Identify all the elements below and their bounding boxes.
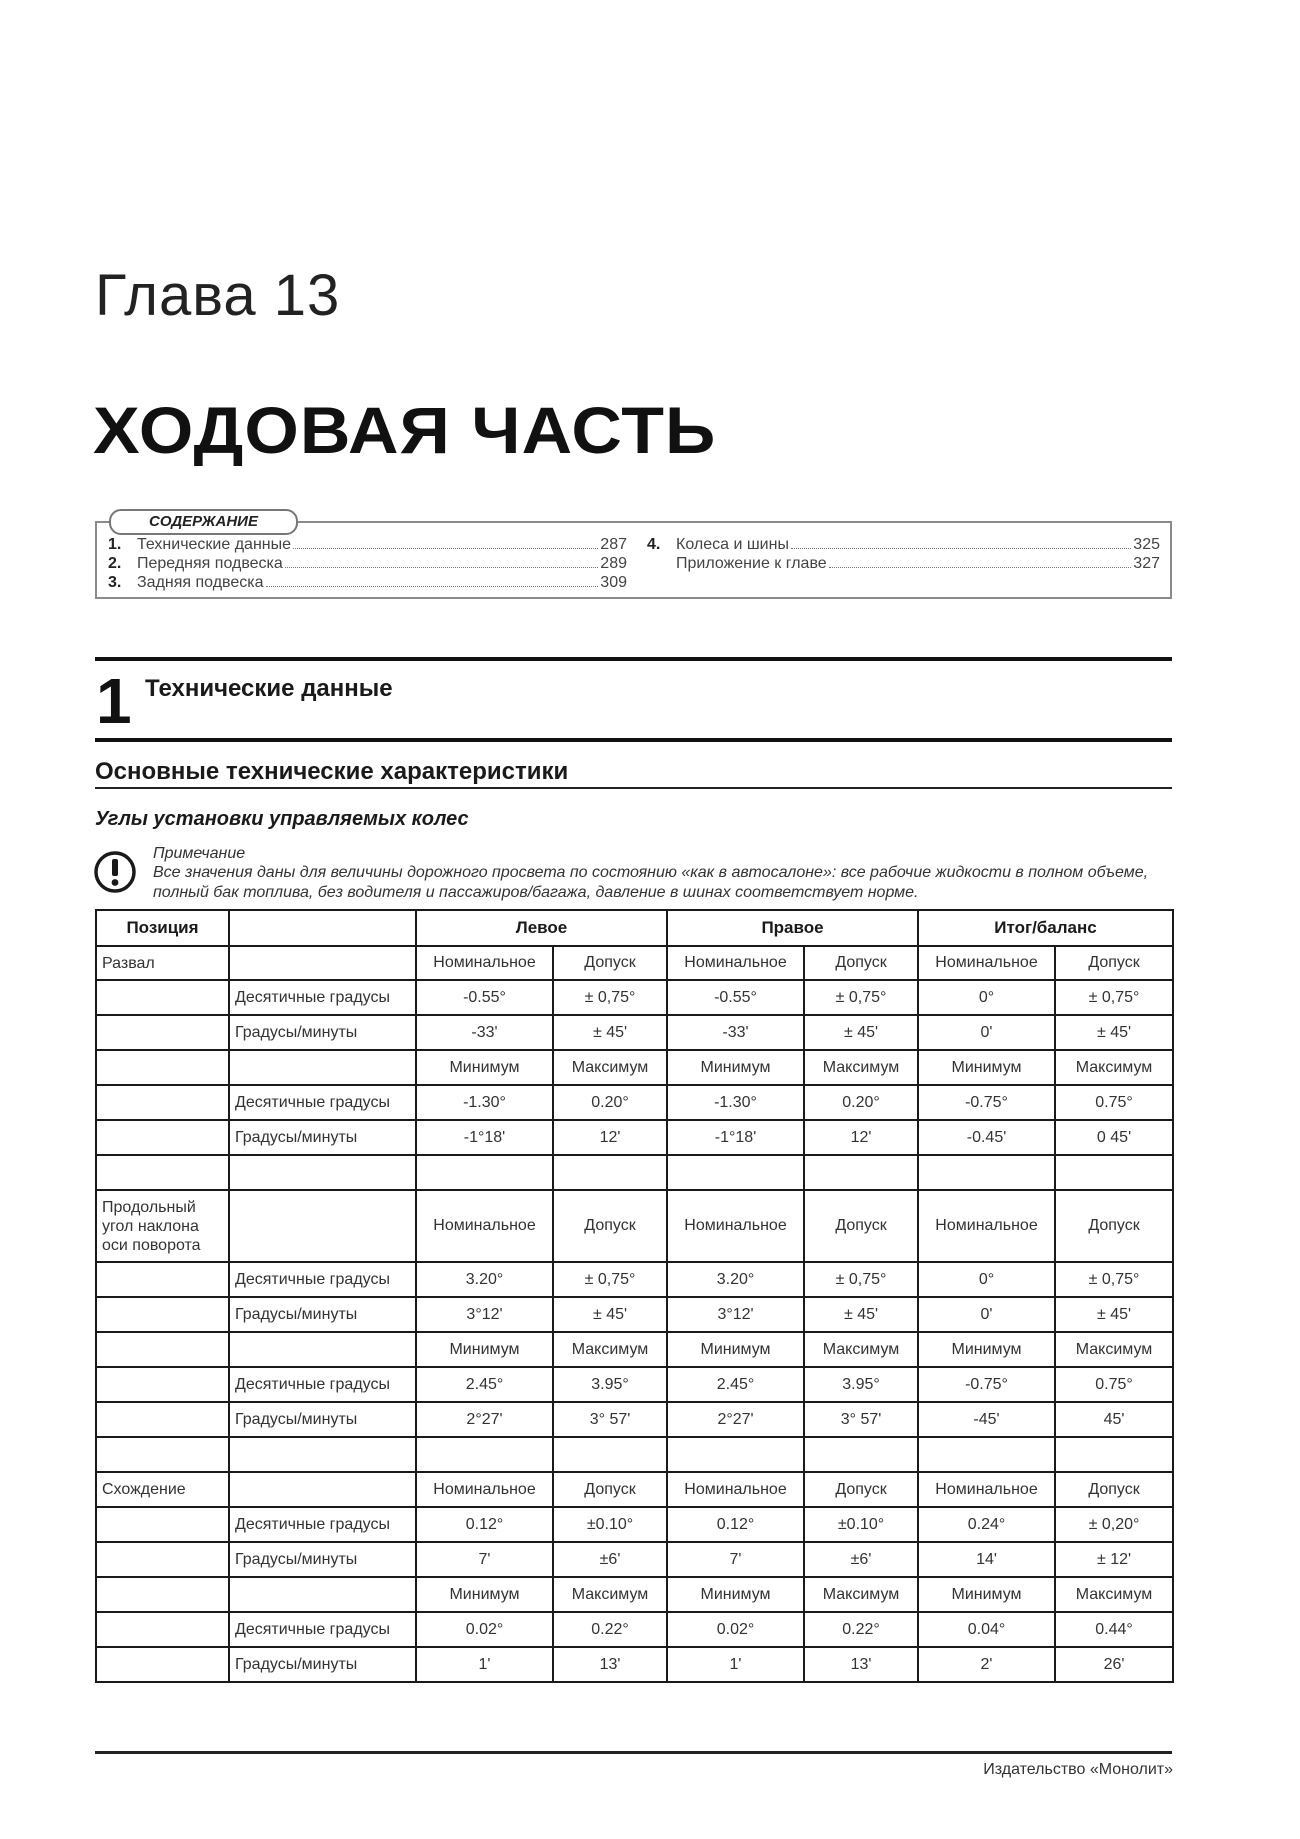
value-cell: Максимум	[553, 1050, 667, 1085]
value-cell: 0.22°	[804, 1612, 918, 1647]
value-cell	[1055, 1437, 1173, 1472]
value-cell	[553, 1155, 667, 1190]
value-cell: 3.95°	[804, 1367, 918, 1402]
note-text: Все значения даны для величины дорожного просвета по состоянию «как в автосалоне»: все рабочие жидкости в полном объеме, полный бак топлива, без водителя и пассажиров/багажа, давление в шинах соответствует норме.	[153, 864, 1149, 901]
table-row	[96, 1507, 1173, 1542]
value-cell: 2'	[918, 1647, 1055, 1682]
toc-entry[interactable]: Приложение к главе 327	[676, 555, 1160, 572]
value-cell: 12'	[553, 1120, 667, 1155]
value-cell: 3° 57'	[553, 1402, 667, 1437]
table-row	[96, 1085, 1173, 1120]
toc-column-left	[108, 535, 627, 592]
value-cell: Минимум	[667, 1577, 804, 1612]
position-cell	[96, 1015, 229, 1050]
value-cell: 3.95°	[553, 1367, 667, 1402]
value-cell: -0.55°	[667, 980, 804, 1015]
value-cell: Номинальное	[416, 1472, 553, 1507]
header-position: Позиция	[96, 910, 229, 946]
table-row	[96, 1612, 1173, 1647]
table-row	[96, 1262, 1173, 1297]
position-cell	[96, 1647, 229, 1682]
table-row	[96, 1577, 1173, 1612]
value-cell: Максимум	[804, 1577, 918, 1612]
value-cell	[804, 1155, 918, 1190]
measure-cell: Десятичные градусы	[229, 1507, 416, 1542]
value-cell: ±6'	[553, 1542, 667, 1577]
value-cell: 0.02°	[667, 1612, 804, 1647]
value-cell: 0'	[918, 1297, 1055, 1332]
value-cell: Допуск	[1055, 946, 1173, 980]
measure-cell: Десятичные градусы	[229, 1262, 416, 1297]
subheading: Основные технические характеристики	[95, 758, 569, 785]
value-cell: 2°27'	[667, 1402, 804, 1437]
table-row	[96, 1050, 1173, 1085]
value-cell: Номинальное	[918, 946, 1055, 980]
position-cell	[96, 1542, 229, 1577]
footer-rule	[95, 1751, 1172, 1754]
value-cell: -0.75°	[918, 1085, 1055, 1120]
chapter-title: ХОДОВАЯ ЧАСТЬ	[93, 393, 717, 467]
table-row	[96, 980, 1173, 1015]
value-cell: ± 0,75°	[804, 980, 918, 1015]
value-cell: 2.45°	[416, 1367, 553, 1402]
value-cell: Максимум	[553, 1332, 667, 1367]
value-cell: 12'	[804, 1120, 918, 1155]
value-cell: ± 45'	[804, 1297, 918, 1332]
position-cell	[96, 1155, 229, 1190]
value-cell: 2°27'	[416, 1402, 553, 1437]
table-row	[96, 1437, 1173, 1472]
value-cell	[918, 1155, 1055, 1190]
note-heading: Примечание	[153, 845, 246, 862]
toc-entry[interactable]: 4. Колеса и шины 325	[647, 536, 1160, 553]
value-cell: -0.75°	[918, 1367, 1055, 1402]
value-cell: -1°18'	[667, 1120, 804, 1155]
table-header-row	[96, 910, 1173, 946]
value-cell: ± 45'	[1055, 1015, 1173, 1050]
section-number: 1	[96, 665, 132, 737]
measure-cell: Градусы/минуты	[229, 1120, 416, 1155]
value-cell: 0'	[918, 1015, 1055, 1050]
toc-entry[interactable]: 1. Технические данные 287	[108, 536, 627, 553]
subheading-rule	[95, 787, 1172, 789]
value-cell: ± 45'	[553, 1297, 667, 1332]
value-cell: Максимум	[1055, 1577, 1173, 1612]
toc-column-right	[647, 535, 1160, 573]
value-cell: ± 45'	[804, 1015, 918, 1050]
value-cell: 0.12°	[667, 1507, 804, 1542]
toc-entry[interactable]: 2. Передняя подвеска 289	[108, 555, 627, 572]
position-cell	[96, 1367, 229, 1402]
value-cell: 1'	[667, 1647, 804, 1682]
value-cell: -1°18'	[416, 1120, 553, 1155]
value-cell: Максимум	[1055, 1050, 1173, 1085]
value-cell: Номинальное	[918, 1472, 1055, 1507]
value-cell: 0.44°	[1055, 1612, 1173, 1647]
value-cell: 3.20°	[667, 1262, 804, 1297]
measure-cell: Градусы/минуты	[229, 1542, 416, 1577]
measure-cell: Градусы/минуты	[229, 1402, 416, 1437]
value-cell: -1.30°	[416, 1085, 553, 1120]
value-cell: 7'	[667, 1542, 804, 1577]
value-cell: Допуск	[553, 1472, 667, 1507]
value-cell: 26'	[1055, 1647, 1173, 1682]
value-cell	[667, 1437, 804, 1472]
value-cell	[416, 1437, 553, 1472]
section-title: Технические данные	[145, 675, 393, 702]
value-cell: -45'	[918, 1402, 1055, 1437]
value-cell: Максимум	[1055, 1332, 1173, 1367]
value-cell: ± 0,75°	[1055, 980, 1173, 1015]
value-cell: Допуск	[1055, 1472, 1173, 1507]
value-cell: Минимум	[667, 1332, 804, 1367]
value-cell: -33'	[416, 1015, 553, 1050]
table-row	[96, 1155, 1173, 1190]
position-cell: Развал	[96, 946, 229, 980]
value-cell	[416, 1155, 553, 1190]
value-cell: 45'	[1055, 1402, 1173, 1437]
measure-cell	[229, 1577, 416, 1612]
value-cell: 13'	[553, 1647, 667, 1682]
measure-cell: Градусы/минуты	[229, 1297, 416, 1332]
value-cell: -0.55°	[416, 980, 553, 1015]
value-cell: Номинальное	[667, 1190, 804, 1262]
value-cell: 0.20°	[553, 1085, 667, 1120]
measure-cell: Градусы/минуты	[229, 1647, 416, 1682]
value-cell: Минимум	[918, 1050, 1055, 1085]
measure-cell	[229, 1155, 416, 1190]
position-cell	[96, 1332, 229, 1367]
position-cell	[96, 1297, 229, 1332]
value-cell: Минимум	[918, 1577, 1055, 1612]
header-left: Левое	[416, 910, 667, 946]
value-cell: 14'	[918, 1542, 1055, 1577]
toc-label: СОДЕРЖАНИЕ	[109, 509, 298, 535]
value-cell: Номинальное	[918, 1190, 1055, 1262]
value-cell: 0.75°	[1055, 1085, 1173, 1120]
value-cell: ± 0,75°	[1055, 1262, 1173, 1297]
position-cell	[96, 1085, 229, 1120]
value-cell: 0.22°	[553, 1612, 667, 1647]
measure-cell	[229, 1050, 416, 1085]
value-cell: Минимум	[918, 1332, 1055, 1367]
table-of-contents	[95, 513, 1172, 599]
value-cell: ± 12'	[1055, 1542, 1173, 1577]
measure-cell	[229, 1332, 416, 1367]
value-cell: ±6'	[804, 1542, 918, 1577]
value-cell: 0°	[918, 980, 1055, 1015]
measure-cell: Десятичные градусы	[229, 1085, 416, 1120]
toc-entry[interactable]: 3. Задняя подвеска 309	[108, 574, 627, 591]
value-cell: 7'	[416, 1542, 553, 1577]
value-cell: Допуск	[804, 946, 918, 980]
value-cell: 0.12°	[416, 1507, 553, 1542]
table-row	[96, 1120, 1173, 1155]
value-cell: 0.04°	[918, 1612, 1055, 1647]
exclamation-circle-icon	[93, 850, 137, 894]
header-right: Правое	[667, 910, 918, 946]
position-cell	[96, 980, 229, 1015]
table-row	[96, 1367, 1173, 1402]
value-cell: -0.45'	[918, 1120, 1055, 1155]
value-cell: Минимум	[416, 1332, 553, 1367]
position-cell	[96, 1262, 229, 1297]
value-cell: Номинальное	[667, 1472, 804, 1507]
position-cell	[96, 1120, 229, 1155]
measure-cell: Десятичные градусы	[229, 1367, 416, 1402]
value-cell: Допуск	[1055, 1190, 1173, 1262]
value-cell: Допуск	[804, 1472, 918, 1507]
position-cell	[96, 1437, 229, 1472]
value-cell: 0.75°	[1055, 1367, 1173, 1402]
value-cell: 2.45°	[667, 1367, 804, 1402]
value-cell: ± 45'	[553, 1015, 667, 1050]
value-cell	[804, 1437, 918, 1472]
value-cell: ± 0,75°	[804, 1262, 918, 1297]
measure-cell	[229, 946, 416, 980]
position-cell	[96, 1577, 229, 1612]
chapter-label: Глава 13	[95, 263, 341, 328]
value-cell: ± 0,20°	[1055, 1507, 1173, 1542]
value-cell	[918, 1437, 1055, 1472]
value-cell: ± 45'	[1055, 1297, 1173, 1332]
position-cell: Схождение	[96, 1472, 229, 1507]
value-cell: Допуск	[804, 1190, 918, 1262]
value-cell: Максимум	[804, 1050, 918, 1085]
table-row	[96, 1190, 1173, 1262]
header-total: Итог/баланс	[918, 910, 1173, 946]
position-cell	[96, 1507, 229, 1542]
sub-subheading: Углы установки управляемых колес	[95, 808, 469, 830]
value-cell: 13'	[804, 1647, 918, 1682]
value-cell: -33'	[667, 1015, 804, 1050]
value-cell: Допуск	[553, 1190, 667, 1262]
position-cell	[96, 1612, 229, 1647]
value-cell: Допуск	[553, 946, 667, 980]
value-cell: 0°	[918, 1262, 1055, 1297]
table-row	[96, 1332, 1173, 1367]
value-cell: Максимум	[553, 1577, 667, 1612]
section-top-rule	[95, 657, 1172, 661]
publisher-footer: Издательство «Монолит»	[983, 1761, 1173, 1778]
value-cell: 1'	[416, 1647, 553, 1682]
value-cell: -1.30°	[667, 1085, 804, 1120]
value-cell: Минимум	[667, 1050, 804, 1085]
measure-cell: Градусы/минуты	[229, 1015, 416, 1050]
table-row	[96, 1472, 1173, 1507]
position-cell: Продольный угол наклона оси поворота	[96, 1190, 229, 1262]
value-cell: 3°12'	[667, 1297, 804, 1332]
value-cell	[1055, 1155, 1173, 1190]
position-cell	[96, 1402, 229, 1437]
table-row	[96, 1542, 1173, 1577]
table-row	[96, 1402, 1173, 1437]
value-cell: 3°12'	[416, 1297, 553, 1332]
value-cell: 3° 57'	[804, 1402, 918, 1437]
measure-cell: Десятичные градусы	[229, 1612, 416, 1647]
value-cell: 0.02°	[416, 1612, 553, 1647]
section-bottom-rule	[95, 738, 1172, 742]
position-cell	[96, 1050, 229, 1085]
value-cell	[553, 1437, 667, 1472]
table-row	[96, 1015, 1173, 1050]
value-cell	[667, 1155, 804, 1190]
table-row	[96, 1647, 1173, 1682]
measure-cell	[229, 1190, 416, 1262]
value-cell: ±0.10°	[553, 1507, 667, 1542]
value-cell: 0.24°	[918, 1507, 1055, 1542]
measure-cell	[229, 1437, 416, 1472]
value-cell: 3.20°	[416, 1262, 553, 1297]
value-cell: Номинальное	[416, 946, 553, 980]
value-cell: Минимум	[416, 1050, 553, 1085]
value-cell: Номинальное	[667, 946, 804, 980]
measure-cell: Десятичные градусы	[229, 980, 416, 1015]
value-cell: Минимум	[416, 1577, 553, 1612]
measure-cell	[229, 1472, 416, 1507]
header-blank	[229, 910, 416, 946]
value-cell: 0.20°	[804, 1085, 918, 1120]
value-cell: Номинальное	[416, 1190, 553, 1262]
value-cell: Максимум	[804, 1332, 918, 1367]
wheel-alignment-table	[95, 909, 1174, 1683]
value-cell: 0 45'	[1055, 1120, 1173, 1155]
table-row	[96, 946, 1173, 980]
table-row	[96, 1297, 1173, 1332]
value-cell: ±0.10°	[804, 1507, 918, 1542]
value-cell: ± 0,75°	[553, 1262, 667, 1297]
value-cell: ± 0,75°	[553, 980, 667, 1015]
